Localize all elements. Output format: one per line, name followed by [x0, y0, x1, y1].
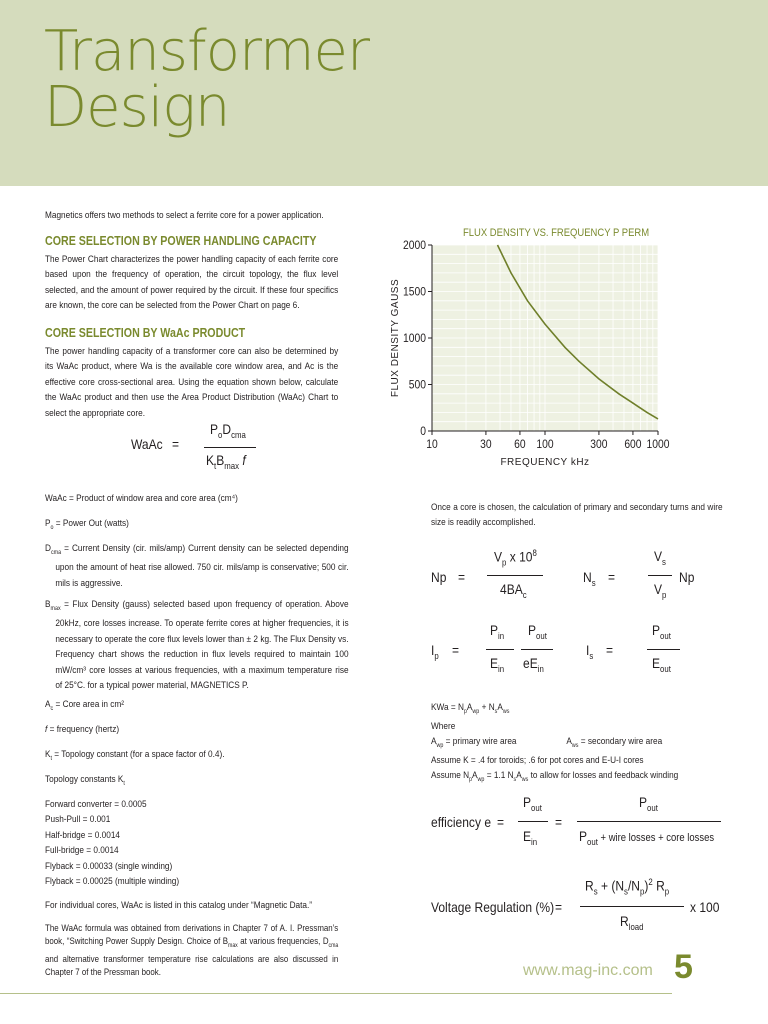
ip-eq-equals: =: [452, 642, 460, 658]
def-waac: WaAc = Product of window area and core area (cm⁴): [45, 493, 238, 504]
efficiency-equals-1: =: [497, 814, 505, 830]
ip-eq-den1: $E_{in}$: [490, 655, 505, 674]
ip-eq-bar2: [521, 649, 553, 650]
footer-url[interactable]: www.mag-inc.com: [523, 962, 653, 979]
ns-eq-equals: =: [608, 569, 616, 585]
np-eq-numerator: $V_p$ x $10^8$: [494, 548, 537, 568]
def-ac: $A_c$ = Core area in cm²: [45, 699, 125, 712]
waac-eq-numerator: $P_oD_{cma}$: [210, 421, 246, 440]
pressman-note: The WaAc formula was obtained from derivations in Chapter 7 of A. I. Pressman’s book, “Switching Power Supply Design. Choice of $B_{max}$ at various frequencies, $D_{cma}$ and alternative transformer temperature rise calculations are also discussed in Chapter 7 of the Pressman book.: [45, 923, 339, 977]
is-eq-equals: =: [606, 642, 614, 658]
np-eq-lhs: Np: [431, 569, 447, 585]
ip-eq-den2: $eE_{in}$: [523, 655, 544, 674]
ip-eq-bar1: [486, 649, 514, 650]
y-axis-label: FLUX DENSITY GAUSS: [390, 278, 401, 398]
ns-eq-denominator: $V_p$: [654, 581, 667, 600]
efficiency-den2: $P_{out}$ + wire losses + core losses: [579, 828, 715, 847]
ns-eq-bar: [648, 575, 672, 576]
voltage-reg-label: Voltage Regulation (%): [431, 899, 555, 915]
kwa-assume1: Assume K = .4 for toroids; .6 for pot cores and E-U-I cores: [431, 754, 644, 766]
waac-eq-denominator: $K_tB_{max}$ f: [206, 452, 246, 471]
section2-heading: CORE SELECTION BY WaAc PRODUCT: [45, 325, 246, 340]
topology-item: Full-bridge = 0.0014: [45, 845, 119, 857]
efficiency-den1: $E_{in}$: [523, 828, 538, 847]
section2-body: The power handling capacity of a transformer core can also be determined by its WaAc product, where Wa is the available core window area, and Ac is the effective core cross-sectional area. Using the equation shown below, calculate the WaAc product and then use the Area Product Distribution (WaAc) Chart to select the appropriate core.: [45, 346, 339, 419]
chart-title: FLUX DENSITY VS. FREQUENCY P PERM: [463, 227, 650, 239]
def-dcma: $D_{cma}$ = Current Density (cir. mils/amp) Current density can be selected depending upon the amount of heat rise allowed. 750 cir. mils/amp is conservative; 500 cir. mils is aggressive.: [45, 543, 349, 589]
topology-item: Push-Pull = 0.001: [45, 814, 111, 826]
intro-text: Magnetics offers two methods to select a ferrite core for a power application.: [45, 210, 324, 221]
def-f: f = frequency (hertz): [45, 724, 120, 735]
topology-item: Flyback = 0.00033 (single winding): [45, 860, 173, 872]
x-tick-label: 600: [624, 438, 642, 452]
section1-body: The Power Chart characterizes the power handling capacity of each ferrite core based upon the frequency of operation, the circuit topology, the flux level selected, and the amount of power required by the circuit. If these four specifics are known, the core can be selected from the Power Chart on page 6.: [45, 254, 339, 312]
def-po: $P_o$ = Power Out (watts): [45, 518, 129, 531]
kwa-area-defs: $A_{wp}$ = primary wire area $A_{ws}$ = secondary wire area: [431, 735, 663, 749]
voltage-reg-denominator: $R_{load}$: [620, 913, 644, 932]
y-tick-label: 2000: [403, 239, 426, 253]
page-title: Transformer Design: [44, 19, 370, 140]
np-eq-equals: =: [458, 569, 466, 585]
voltage-reg-equals: =: [555, 899, 563, 915]
x-tick-label: 10: [426, 438, 438, 452]
efficiency-bar1: [518, 821, 548, 822]
ip-eq-num1: $P_{in}$: [490, 622, 505, 641]
flux-density-chart: [380, 230, 710, 490]
is-eq-bar: [647, 649, 680, 650]
efficiency-bar2: [577, 821, 721, 822]
def-bmax: $B_{max}$ = Flux Density (gauss) selected based upon frequency of operation. Above 20kHz, core losses increase. To operate ferrite cores at higher frequencies, it is necessary to operate the core flux levels lower than ± 2 kg. The Flux Density vs. Frequency chart shows the reduction in flux levels required to maintain 100 mW/cm³ core losses at various frequencies, with a maximum temperature rise of 25°C. for a typical power material, MAGNETICS P.: [45, 599, 349, 691]
footer-rule: [0, 993, 672, 994]
kwa-assume2: Assume $N_pA_{wp} = 1.1$ $N_sA_{ws}$ to allow for losses and feedback winding: [431, 769, 679, 783]
x-tick-label: 30: [480, 438, 492, 452]
topology-heading: Topology constants $K_t$: [45, 774, 125, 787]
page-number: 5: [674, 948, 693, 986]
efficiency-label: efficiency e: [431, 814, 492, 830]
topology-list: [45, 797, 372, 889]
x-tick-label: 100: [536, 438, 554, 452]
efficiency-num2: $P_{out}$: [639, 794, 658, 813]
x-tick-label: 300: [590, 438, 608, 452]
ns-eq-np: Np: [679, 569, 695, 585]
turns-intro: Once a core is chosen, the calculation of primary and secondary turns and wire size is readily accomplished.: [431, 502, 723, 529]
waac-eq-equals: =: [172, 436, 180, 452]
is-eq-numerator: $P_{out}$: [652, 622, 671, 641]
is-eq-denominator: $E_{out}$: [652, 655, 671, 674]
individual-cores-note: For individual cores, WaAc is listed in this catalog under “Magnetic Data.”: [45, 900, 313, 911]
y-tick-label: 0: [420, 425, 426, 439]
ns-eq-lhs: $N_s$: [583, 569, 596, 588]
topology-item: Forward converter = 0.0005: [45, 799, 147, 810]
voltage-reg-bar: [580, 906, 684, 907]
waac-eq-lhs: WaAc: [131, 436, 163, 452]
x-axis-label: FREQUENCY kHz: [500, 457, 590, 468]
y-tick-label: 1000: [403, 332, 426, 346]
ip-eq-lhs: $I_p$: [431, 642, 439, 661]
kwa-block: [431, 700, 706, 787]
y-tick-label: 500: [408, 378, 426, 392]
section1-heading: CORE SELECTION BY POWER HANDLING CAPACITY: [45, 233, 317, 248]
x-tick-label: 60: [514, 438, 526, 452]
np-eq-bar: [487, 575, 543, 576]
topology-item: Half-bridge = 0.0014: [45, 829, 120, 841]
ip-eq-num2: $P_{out}$: [528, 622, 547, 641]
voltage-reg-numerator: $R_s + (N_s/N_p)^2$ $R_p$: [585, 877, 670, 897]
efficiency-equals-2: =: [555, 814, 563, 830]
waac-eq-fraction-bar: [204, 447, 256, 448]
x-tick-label: 1000: [646, 438, 670, 452]
def-kt: $K_t$ = Topology constant (for a space factor of 0.4).: [45, 749, 225, 762]
voltage-reg-times: x 100: [690, 899, 720, 915]
kwa-where: Where: [431, 720, 456, 732]
kwa-formula: KWa = $N_pA_{wp} + N_sA_{ws}$: [431, 702, 510, 715]
np-eq-denominator: $4BA_c$: [500, 581, 527, 600]
ns-eq-numerator: $V_s$: [654, 548, 666, 567]
topology-item: Flyback = 0.00025 (multiple winding): [45, 876, 180, 888]
is-eq-lhs: $I_s$: [586, 642, 594, 661]
efficiency-num1: $P_{out}$: [523, 794, 542, 813]
y-tick-label: 1500: [403, 285, 426, 299]
